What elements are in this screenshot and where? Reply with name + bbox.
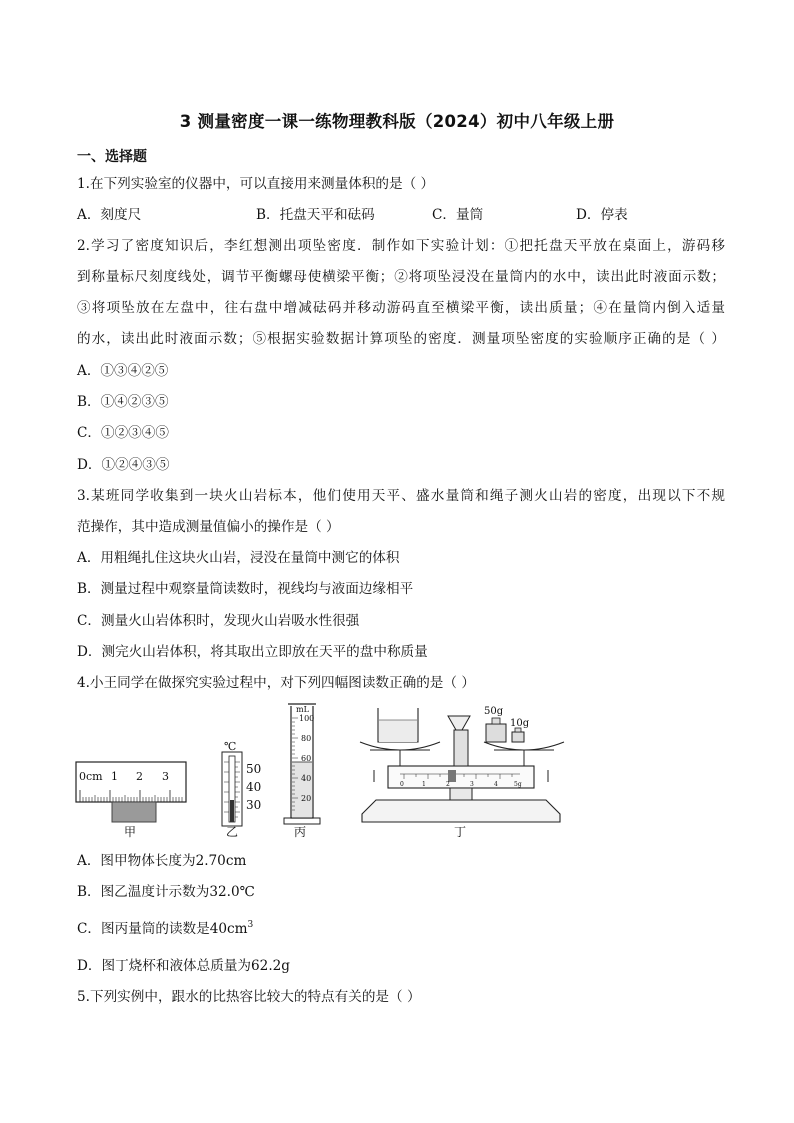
q4-option-a: A．图甲物体长度为2.70cm [77,853,247,869]
q2-option-b: B．①④②③⑤ [77,394,169,410]
cylinder-label-40: 40 [301,774,312,783]
cylinder-label-100: 100 [299,714,315,723]
beam-label-4: 4 [494,781,498,788]
q3-line-1: 3.某班同学收集到一块火山岩标本，他们使用天平、盛水量筒和绳子测火山岩的密度，出现以下不规 [77,488,725,504]
q2-option-c: C．①②③④⑤ [77,425,169,441]
q1-stem: 1.在下列实验室的仪器中，可以直接用来测量体积的是（ ） [77,176,435,192]
ruler-label-0: 0cm [79,770,103,783]
cylinder-label-20: 20 [301,794,312,803]
thermo-label-50: 50 [246,762,262,776]
weight-label-50g: 50g [484,706,504,717]
thermometer-diagram [222,740,261,839]
q4-option-c-superscript: 3 [247,920,254,930]
q4-option-d: D．图丁烧杯和液体总质量为62.2g [77,958,290,974]
q3-option-c: C．测量火山岩体积时，发现火山岩吸水性很强 [77,613,360,629]
q4-figure [70,700,570,850]
thermo-label-40: 40 [246,780,262,794]
cylinder-label-60: 60 [301,754,312,763]
thermo-label-30: 30 [246,798,262,812]
weight-label-10g: 10g [510,718,530,729]
q1-option-c: C．量筒 [432,207,484,223]
beam-label-2: 2 [446,781,450,788]
beam-label-3: 3 [470,781,474,788]
q4-option-c [77,920,253,940]
q2-line-4: 的水，读出此时液面示数；⑤根据实验数据计算项坠的密度．测量项坠密度的实验顺序正确的是（ ） [77,331,725,347]
q4-stem: 4.小王同学在做探究实验过程中，对下列四幅图读数正确的是（ ） [77,675,475,691]
cylinder-diagram [284,704,320,839]
beam-label-0: 0 [400,781,404,788]
q2-option-a: A．①③④②⑤ [77,363,169,379]
caption-ding: 丁 [454,825,467,839]
page-title: 3 测量密度一课一练物理教科版（2024）初中八年级上册 [179,112,615,131]
q4-option-b: B．图乙温度计示数为32.0℃ [77,884,255,900]
q4-option-c-text: C．图丙量筒的读数是40cm [77,921,248,937]
q2-line-3: ③将项坠放在左盘中，往右盘中增减砝码并移动游码直至横梁平衡，读出质量；④在量筒内倒入适量 [77,300,725,316]
cylinder-unit: mL [296,705,309,714]
balance-diagram [360,706,564,839]
section-heading: 一、选择题 [77,149,147,165]
caption-yi: 乙 [226,825,239,839]
thermo-unit: ℃ [224,740,237,753]
q2-line-2: 到称量标尺刻度线处，调节平衡螺母使横梁平衡；②将项坠浸没在量筒内的水中，读出此时液面示数； [77,269,725,285]
q5-stem: 5.下列实例中，跟水的比热容比较大的特点有关的是（ ） [77,989,421,1005]
q3-option-a: A．用粗绳扎住这块火山岩，浸没在量筒中测它的体积 [77,550,400,566]
q1-option-b: B．托盘天平和砝码 [256,207,375,223]
caption-bing: 丙 [294,825,307,839]
q3-option-b: B．测量过程中观察量筒读数时，视线均与液面边缘相平 [77,581,414,597]
cylinder-label-80: 80 [301,734,312,743]
ruler-diagram [76,762,186,839]
ruler-label-1: 1 [111,770,118,783]
beam-label-5g: 5g [514,781,522,788]
ruler-label-3: 3 [162,770,169,783]
ruler-label-2: 2 [136,770,143,783]
q1-option-d: D．停表 [576,207,628,223]
q3-option-d: D．测完火山岩体积，将其取出立即放在天平的盘中称质量 [77,644,428,660]
caption-jia: 甲 [124,825,137,839]
q1-option-a: A．刻度尺 [77,207,142,223]
q2-line-1: 2.学习了密度知识后，李红想测出项坠密度．制作如下实验计划：①把托盘天平放在桌面上，游码移 [77,238,725,254]
q2-option-d: D．①②④③⑤ [77,457,170,473]
beam-label-1: 1 [422,781,426,788]
q3-line-2: 范操作，其中造成测量值偏小的操作是（ ） [77,519,340,535]
